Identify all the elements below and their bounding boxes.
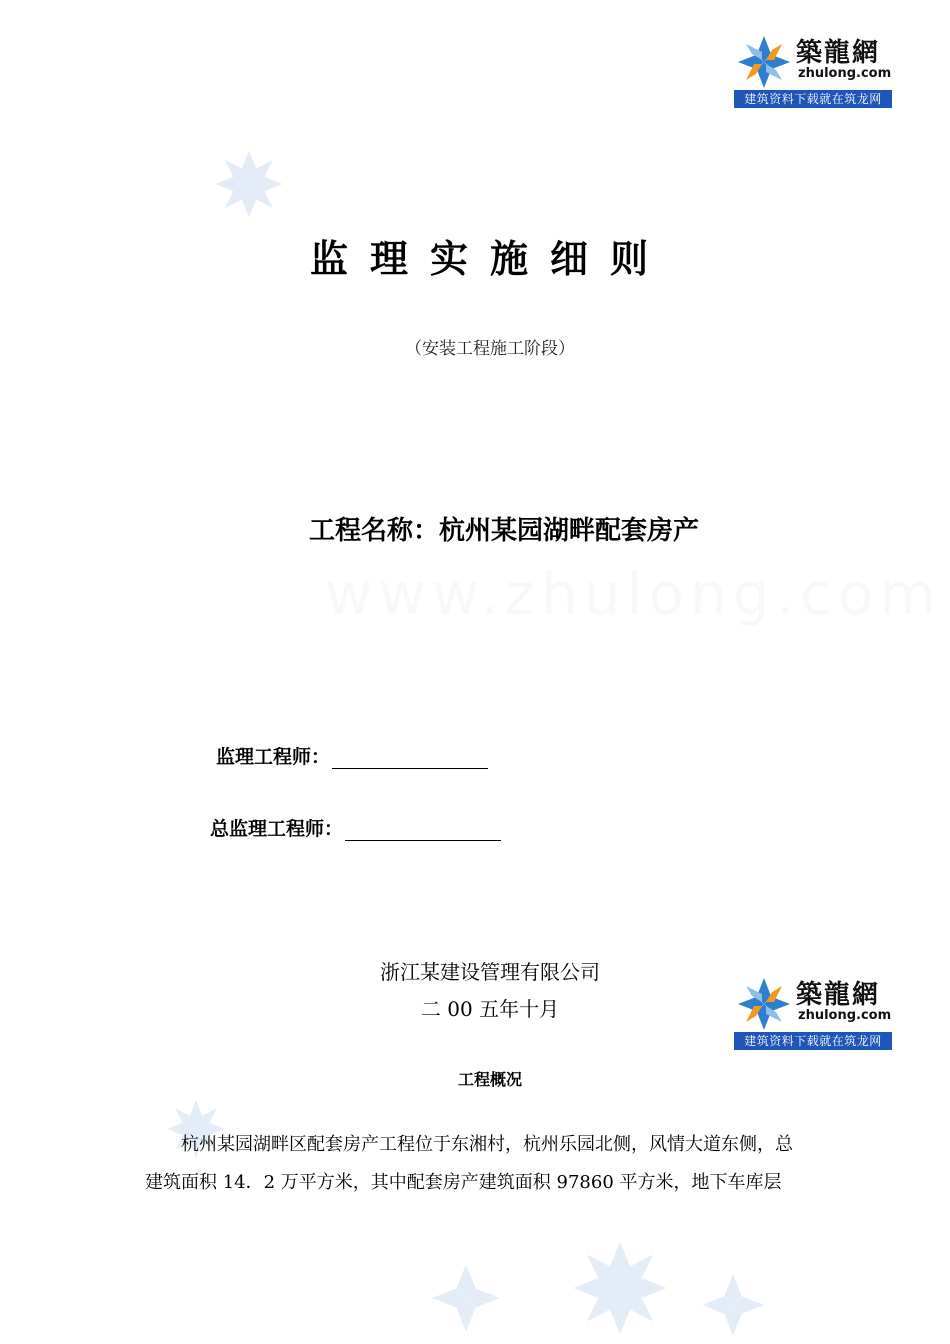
- document-subtitle: （安装工程施工阶段）: [405, 339, 575, 359]
- logo-chinese-name: 築龍網: [796, 980, 881, 1010]
- chief-engineer-signature-line: [345, 820, 501, 841]
- snowflake-watermark-icon: [430, 1262, 502, 1334]
- chief-engineer-signature-row: [210, 814, 501, 841]
- zhulong-logo-icon: [734, 974, 794, 1034]
- overview-line-2: 建筑面积 14．2 万平方米，其中配套房产建筑面积 97860 平方米，地下车库层: [145, 1172, 782, 1193]
- chief-engineer-label: 总监理工程师：: [210, 818, 344, 840]
- snowflake-watermark-icon: [700, 1272, 766, 1338]
- zhulong-logo-icon: [734, 32, 794, 92]
- document-date: 二 00 五年十月: [420, 997, 560, 1021]
- overview-heading: 工程概况: [457, 1070, 522, 1089]
- engineer-signature-row: [216, 742, 488, 769]
- logo-domain: zhulong.com: [798, 1008, 892, 1023]
- snowflake-watermark-icon: [570, 1238, 670, 1338]
- company-name: 浙江某建设管理有限公司: [380, 960, 600, 984]
- project-name: 杭州某园湖畔配套房产: [439, 516, 700, 546]
- snowflake-watermark-icon: [213, 148, 285, 220]
- zhulong-logo-top: [734, 30, 892, 108]
- logo-domain: zhulong.com: [798, 66, 892, 81]
- logo-chinese-name: 築龍網: [796, 38, 881, 68]
- overview-line-1: 杭州某园湖畔区配套房产工程位于东湘村，杭州乐园北侧，风情大道东侧，总: [181, 1134, 793, 1155]
- logo-tagline: 建筑资料下载就在筑龙网: [734, 1032, 892, 1050]
- overview-paragraph: [145, 1126, 845, 1202]
- project-name-line: [0, 510, 950, 547]
- engineer-signature-line: [332, 748, 488, 769]
- zhulong-logo-bottom: [734, 972, 892, 1050]
- project-label: 工程名称：: [308, 516, 439, 546]
- watermark-url: [325, 560, 942, 628]
- engineer-label: 监理工程师：: [216, 746, 331, 768]
- logo-tagline: 建筑资料下载就在筑龙网: [734, 90, 892, 108]
- document-title: 监理实施细则: [309, 236, 670, 281]
